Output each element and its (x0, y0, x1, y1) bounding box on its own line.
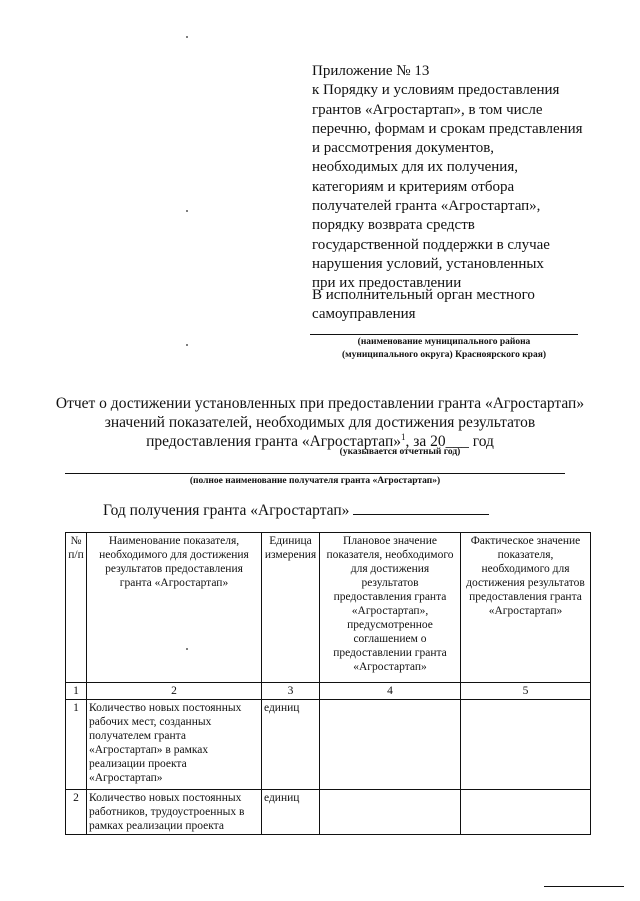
scan-speck (186, 648, 188, 650)
recipient-block (312, 286, 535, 324)
table-header-row (66, 533, 591, 683)
footer-line (544, 886, 624, 887)
row-num: 1 (66, 700, 87, 790)
recipient-line: самоуправления (312, 306, 416, 322)
table-row (66, 790, 591, 835)
recipient-fill-line (310, 334, 578, 335)
header-plan: Плановое значение показателя, необходимого для достижения результатов предоставления гранта «Агростартап», предусмотренное соглашением о предоставлении гранта «Агростартап» (320, 533, 461, 683)
appendix-line: и рассмотрения документов, (312, 140, 495, 157)
row-fact-value[interactable] (461, 790, 591, 835)
title-line-2: значений показателей, необходимых для достижения результатов (104, 414, 536, 431)
row-indicator-name: Количество новых постоянных рабочих мест, созданных получателем гранта «Агростартап» в рамках реализации проекта «Агростартап» (87, 700, 262, 790)
recipient-note-2: (муниципального округа) Красноярского края) (341, 350, 547, 360)
header-num: № п/п (66, 533, 87, 683)
appendix-line: нарушения условий, установленных (312, 255, 544, 272)
appendix-line: государственной поддержки в случае (312, 236, 550, 253)
appendix-line: получателей гранта «Агростартап», (312, 198, 541, 215)
title-line-1: Отчет о достижении установленных при предоставлении гранта «Агростартап» (55, 395, 585, 412)
column-number-row (66, 683, 591, 700)
recipient-line: В исполнительный орган местного (312, 287, 535, 303)
scan-speck (186, 210, 188, 212)
appendix-line: при их предоставлении (312, 275, 462, 292)
grant-year-label: Год получения гранта «Агростартап» (103, 502, 350, 519)
col-number: 5 (461, 683, 591, 700)
col-number: 4 (320, 683, 461, 700)
scan-speck (186, 36, 188, 38)
report-table (65, 532, 591, 835)
year-note: (указывается отчетный год) (339, 447, 461, 457)
col-number: 2 (87, 683, 262, 700)
header-name: Наименование показателя, необходимого для достижения результатов предоставления гранта «Агростартап» (87, 533, 262, 683)
appendix-line: Приложение № 13 (312, 63, 430, 79)
appendix-line: категориям и критериям отбора (312, 178, 515, 195)
row-fact-value[interactable] (461, 700, 591, 790)
grantee-note: (полное наименование получателя гранта «Агростартап») (189, 476, 441, 486)
recipient-note-1: (наименование муниципального района (357, 337, 531, 347)
header-unit: Единица измерения (262, 533, 320, 683)
row-plan-value[interactable] (320, 790, 461, 835)
appendix-block (312, 62, 583, 294)
row-unit: единиц (262, 700, 320, 790)
row-plan-value[interactable] (320, 700, 461, 790)
col-number: 1 (66, 683, 87, 700)
grant-year-row (103, 500, 489, 520)
row-unit: единиц (262, 790, 320, 835)
appendix-line: необходимых для их получения, (312, 159, 518, 176)
appendix-line: перечню, формам и срокам представления (312, 120, 583, 137)
report-title (0, 394, 640, 451)
row-indicator-name: Количество новых постоянных работников, трудоустроенных в рамках реализации проекта (87, 790, 262, 835)
scan-speck (186, 344, 188, 346)
appendix-line: порядку возврата средств (312, 217, 475, 234)
table-row (66, 700, 591, 790)
appendix-line: к Порядку и условиям предоставления (312, 82, 560, 99)
grantee-fill-line (65, 473, 565, 474)
appendix-line: грантов «Агростартап», в том числе (312, 101, 543, 118)
row-num: 2 (66, 790, 87, 835)
col-number: 3 (262, 683, 320, 700)
title-line-3: предоставления гранта «Агростартап»$^1$, за 20___ год (146, 431, 494, 450)
header-fact: Фактическое значение показателя, необходимого для достижения результатов предоставления гранта «Агростартап» (461, 533, 591, 683)
grant-year-field[interactable] (353, 500, 489, 515)
